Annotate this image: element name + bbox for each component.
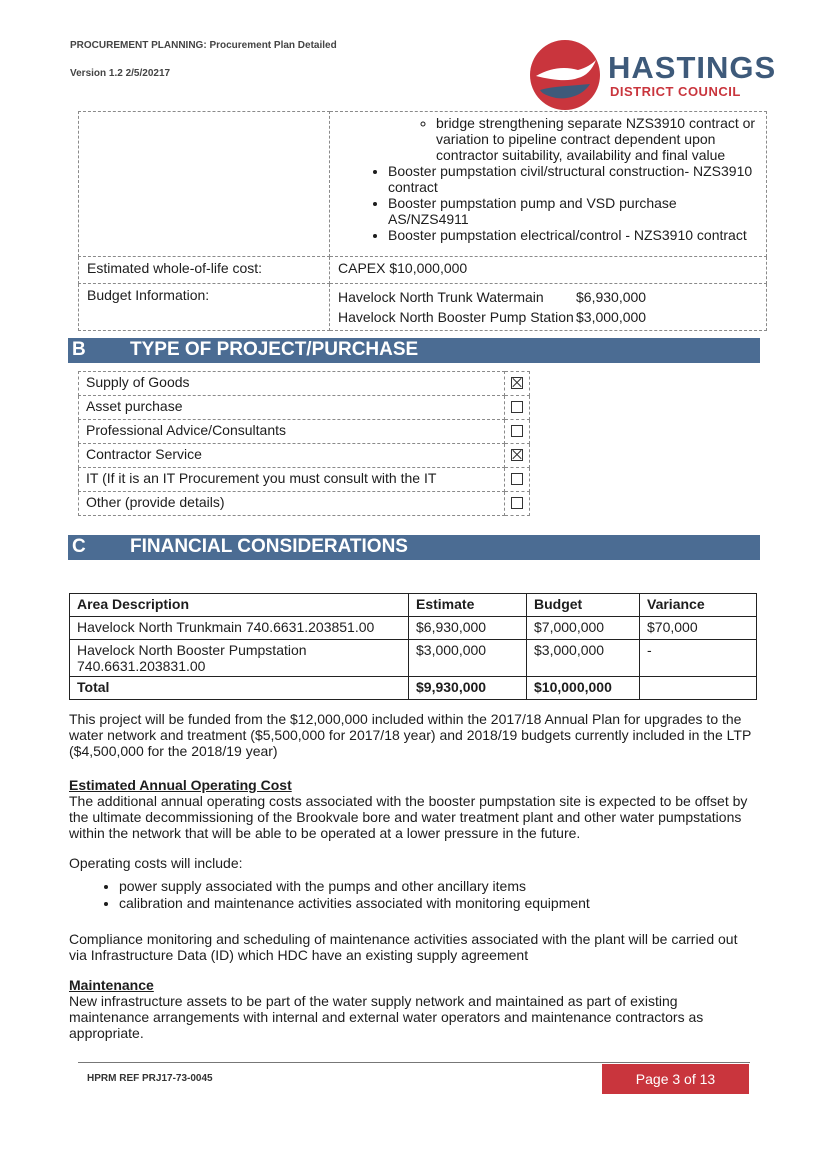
budget-label: Budget Information: [79,284,330,331]
section-heading: Maintenance [69,977,154,993]
bullet-list [338,163,758,243]
section-title: TYPE OF PROJECT/PURCHASE [130,339,419,360]
operating-costs-list [69,878,759,912]
financial-table [69,593,757,700]
operating-intro: Operating costs will include: [69,855,243,871]
operating-costs-list-section [69,855,759,912]
table-header-row: Area Description Estimate Budget Variance [70,594,757,617]
checkbox-unchecked[interactable] [511,425,523,437]
budget-line: Havelock North Booster Pump Station $3,000,000 [338,309,647,325]
checkbox-checked[interactable] [511,377,523,389]
table-row: IT (If it is an IT Procurement you must consult with the IT [79,468,530,492]
table-total-row: Total $9,930,000 $10,000,000 [70,677,757,700]
table-row: Havelock North Trunkmain 740.6631.203851.00 $6,930,000 $7,000,000 $70,000 [70,617,757,640]
section-heading: Estimated Annual Operating Cost [69,777,292,793]
logo-wordmark: HASTINGS [608,50,777,85]
table-row: Professional Advice/Consultants [79,420,530,444]
cost-label: Estimated whole-of-life cost: [79,257,330,284]
cost-value: CAPEX $10,000,000 [330,257,767,284]
section-c-banner [68,535,760,560]
compliance-paragraph: Compliance monitoring and scheduling of maintenance activities associated with the plant will be carried out via Infrastructure Data (ID) which HDC have an existing supply agreement [69,931,738,963]
funding-paragraph: This project will be funded from the $12,000,000 included within the 2017/18 Annual Plan for upgrades to the water network and treatment ($5,500,000 for 2017/18 year) and 2018/19 budgets currently included in the LTP ($4,500,000 for the 2018/19 year) [69,711,752,759]
table-row: Asset purchase [79,396,530,420]
table-row: Supply of Goods [79,372,530,396]
document-version: Version 1.2 2/5/20217 [70,68,171,79]
list-item: ◦ bridge strengthening separate NZS3910 contract or variation to pipeline contract dependent upon contractor suitability, availability and final value [436,115,758,163]
council-logo [530,40,777,110]
section-title: FINANCIAL CONSIDERATIONS [130,536,408,557]
table-row: Havelock North Booster Pumpstation 740.6631.203831.00 $3,000,000 $3,000,000 - [70,640,757,677]
document-reference: HPRM REF PRJ17-73-0045 [87,1073,213,1084]
section-letter: C [72,536,86,557]
list-item: • Booster pumpstation civil/structural construction- NZS3910 contract [388,163,758,195]
maintenance-section [69,977,759,1041]
procurement-method-table [78,111,767,331]
document-title: PROCUREMENT PLANNING: Procurement Plan Detailed [70,40,337,51]
table-row: Other (provide details) [79,492,530,516]
list-item: • calibration and maintenance activities associated with monitoring equipment [119,895,759,912]
maintenance-text: New infrastructure assets to be part of the water supply network and maintained as part of existing maintenance arrangements with internal and external water operators and maintenance contractors as appropriate. [69,993,704,1041]
list-item: • Booster pumpstation electrical/control - NZS3910 contract [388,227,758,243]
checkbox-unchecked[interactable] [511,401,523,413]
table-row: Contractor Service [79,444,530,468]
checkbox-checked[interactable] [511,449,523,461]
sub-bullet-list [338,115,758,163]
budget-line: Havelock North Trunk Watermain $6,930,000 [338,289,647,305]
checkbox-unchecked[interactable] [511,473,523,485]
section-b-banner [68,338,760,363]
operating-cost-text: The additional annual operating costs associated with the booster pumpstation site is expected to be offset by the ultimate decommissioning of the Brookvale bore and water treatment plant and other water pumpstations within the network that will be able to be operated at a lower pressure in the future. [69,793,748,841]
hawk-logo-icon [530,40,600,110]
project-type-table [78,371,530,516]
page-number-badge: Page 3 of 13 [602,1064,749,1094]
footer-divider [78,1062,750,1063]
logo-subtitle: DISTRICT COUNCIL [610,84,741,99]
section-letter: B [72,339,86,360]
list-item: • power supply associated with the pumps and other ancillary items [119,878,759,895]
operating-cost-section [69,777,759,841]
list-item: • Booster pumpstation pump and VSD purchase AS/NZS4911 [388,195,758,227]
checkbox-unchecked[interactable] [511,497,523,509]
